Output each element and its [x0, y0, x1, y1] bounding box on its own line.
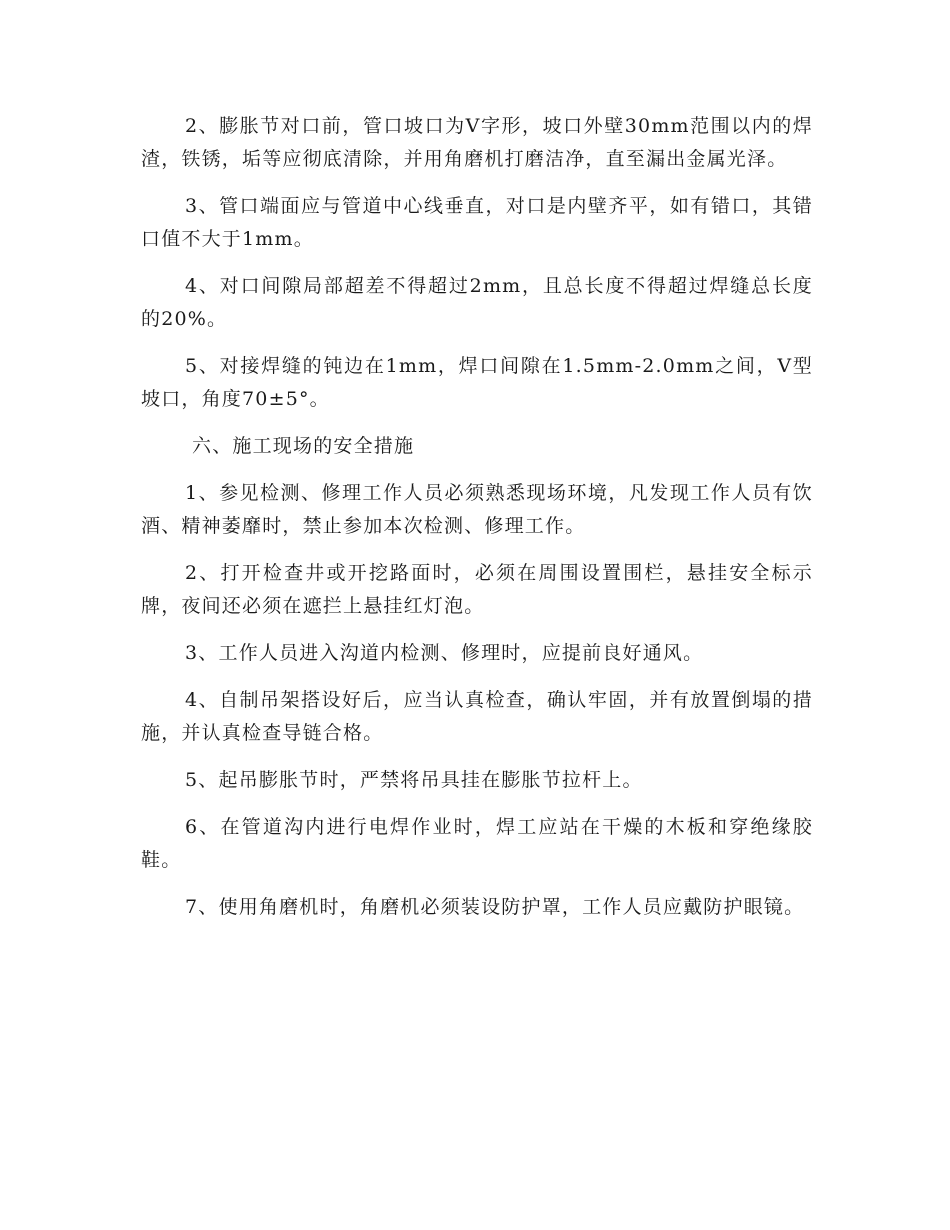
- paragraph-safety-3: 3、工作人员进入沟道内检测、修理时，应提前良好通风。: [185, 642, 704, 664]
- paragraph-safety-1: 1、参见检测、修理工作人员必须熟悉现场环境，凡发现工作人员有饮酒、精神萎靡时，禁止参加本次检测、修理工作。: [141, 482, 813, 537]
- paragraph-safety-7: 7、使用角磨机时，角磨机必须装设防护罩，工作人员应戴防护眼镜。: [185, 896, 805, 918]
- paragraph-weld-bevel: 5、对接焊缝的钝边在1mm，焊口间隙在1.5mm-2.0mm之间，V型坡口，角度70±5°。: [141, 355, 813, 410]
- paragraph-gap-tolerance: 4、对口间隙局部超差不得超过2mm，且总长度不得超过焊缝总长度的20%。: [141, 275, 813, 330]
- paragraph-safety-5: 5、起吊膨胀节时，严禁将吊具挂在膨胀节拉杆上。: [185, 769, 643, 791]
- paragraph-safety-4: 4、自制吊架搭设好后，应当认真检查，确认牢固，并有放置倒塌的措施，并认真检查导链合格。: [141, 689, 813, 744]
- section-heading: 六、施工现场的安全措施: [192, 435, 415, 457]
- paragraph-joint-prep: 2、膨胀节对口前，管口坡口为V字形，坡口外壁30mm范围以内的焊渣，铁锈，垢等应彻底清除，并用角磨机打磨洁净，直至漏出金属光泽。: [141, 115, 813, 170]
- paragraph-safety-6: 6、在管道沟内进行电焊作业时，焊工应站在干燥的木板和穿绝缘胶鞋。: [141, 816, 813, 871]
- document-page: [141, 110, 813, 938]
- paragraph-safety-2: 2、打开检查井或开挖路面时，必须在周围设置围栏，悬挂安全标示牌，夜间还必须在遮拦上悬挂红灯泡。: [141, 562, 813, 617]
- paragraph-end-face: 3、管口端面应与管道中心线垂直，对口是内壁齐平，如有错口，其错口值不大于1mm。: [141, 195, 813, 250]
